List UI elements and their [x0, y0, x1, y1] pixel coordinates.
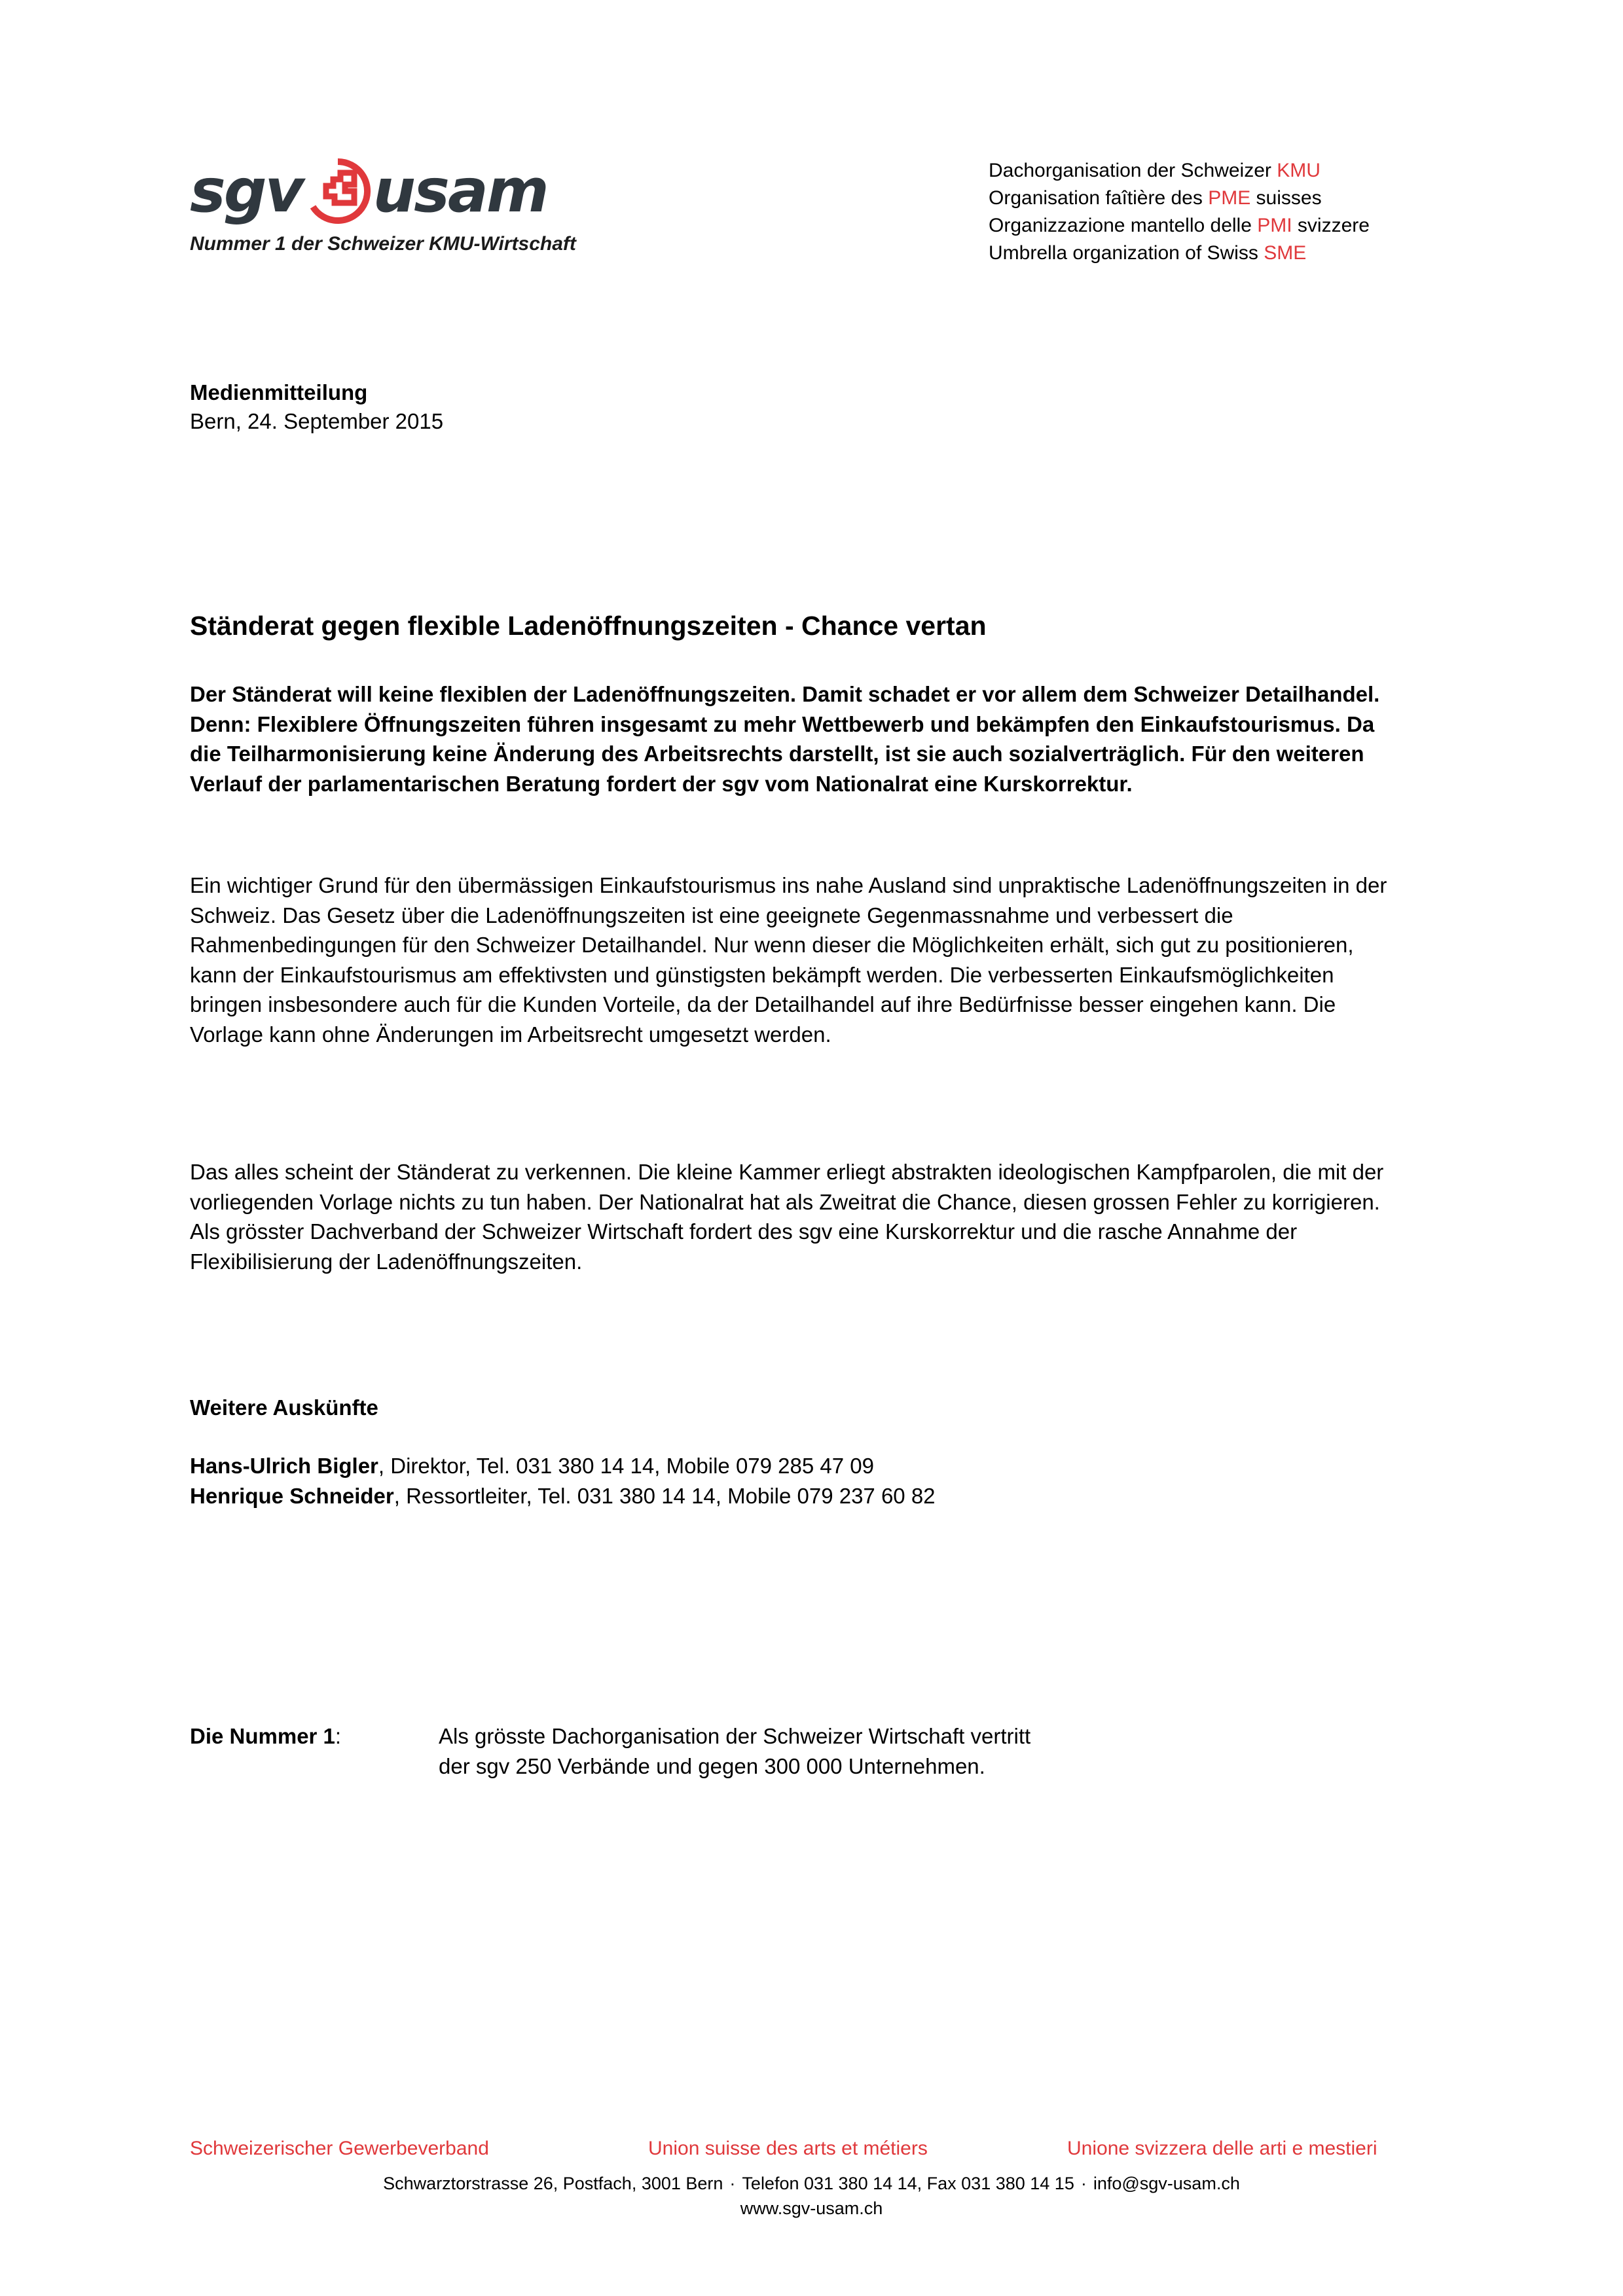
org-line-it: Organizzazione mantello delle PMI svizzere — [989, 215, 1370, 236]
document-header — [0, 0, 1623, 308]
org-accent-pmi: PMI — [1257, 215, 1292, 236]
contact-details: , Ressortleiter, Tel. 031 380 14 14, Mobile 079 237 60 82 — [393, 1483, 936, 1508]
organization-descriptor-list — [989, 157, 1370, 267]
document-footer — [0, 2073, 1623, 2296]
org-accent-kmu: KMU — [1277, 160, 1321, 181]
org-line-en: Umbrella organization of Swiss SME — [989, 242, 1307, 264]
boilerplate-line-2: der sgv 250 Verbände und gegen 300 000 Unternehmen. — [439, 1753, 985, 1778]
footer-contact-line — [0, 2170, 1623, 2197]
org-line-fr: Organisation faîtière des PME suisses — [989, 187, 1322, 209]
footer-website-line — [0, 2195, 1623, 2221]
lead-paragraph: Der Ständerat will keine flexiblen der Ladenöffnungszeiten. Damit schadet er vor allem dem Schweizer Detailhandel. Denn: Flexiblere Öffnungszeiten führen insgesamt zu mehr Wettbewerb und bekämpfen den Einkaufstourismus. Da die Teilharmonisierung keine Änderung des Arbeitsrechts darstellt, ist sie auch sozialverträglich. Für den weiteren Verlauf der parlamentarischen Beratung fordert der sgv vom Nationalrat eine Kurskorrektur. — [190, 682, 1380, 796]
body-paragraph-1: Ein wichtiger Grund für den übermässigen Einkaufstourismus ins nahe Ausland sind unpraktische Ladenöffnungszeiten in der Schweiz. Das Gesetz über die Ladenöffnungszeiten ist eine geeignete Gegenmassnahme und verbessert die Rahmenbedingungen für den Schweizer Detailhandel. Nur wenn dieser die Möglichkeiten erhält, sich gut zu positionieren, kann der Einkaufstourismus am effektivsten und günstigsten bekämpft werden. Die verbesserten Einkaufsmöglichkeiten bringen insbesondere auch für die Kunden Vorteile, da der Detailhandel auf ihre Bedürfnisse besser eingehen kann. Die Vorlage kann ohne Änderungen im Arbeitsrecht umgesetzt werden. — [190, 873, 1387, 1047]
contact-line — [190, 1451, 1237, 1481]
org-accent-pme: PME — [1208, 187, 1251, 209]
body-paragraph-2: Das alles scheint der Ständerat zu verkennen. Die kleine Kammer erliegt abstrakten ideologischen Kampfparolen, die mit der vorliegenden Vorlage nichts zu tun haben. Der Nationalrat hat als Zweitrat die Chance, diesen grossen Fehler zu korrigieren. Als grösster Dachverband der Schweizer Wirtschaft fordert des sgv eine Kurskorrektur und die rasche Annahme der Flexibilisierung der Ladenöffnungszeiten. — [190, 1160, 1384, 1274]
footer-separator: · — [729, 2174, 736, 2193]
sgv-usam-logo — [190, 156, 583, 255]
footer-phone-fax: Telefon 031 380 14 14, Fax 031 380 14 15 — [742, 2174, 1074, 2193]
footer-separator: · — [1080, 2174, 1087, 2193]
org-accent-sme: SME — [1264, 242, 1307, 264]
release-type: Medienmitteilung — [190, 380, 368, 404]
contact-name: Henrique Schneider — [190, 1483, 394, 1508]
footer-postal-address: Schwarztorstrasse 26, Postfach, 3001 Bern — [383, 2174, 723, 2193]
release-place-date: Bern, 24. September 2015 — [190, 409, 444, 433]
logo-tagline: Nummer 1 der Schweizer KMU-Wirtschaft — [190, 233, 576, 255]
contact-list — [190, 1451, 1237, 1511]
footer-email[interactable]: info@sgv-usam.ch — [1093, 2174, 1240, 2193]
further-information-heading: Weitere Auskünfte — [190, 1395, 378, 1420]
contact-line — [190, 1481, 1237, 1511]
page-title: Ständerat gegen flexible Ladenöffnungszeiten - Chance vertan — [190, 611, 987, 641]
logo-wordmark — [190, 156, 583, 226]
footer-name-it: Unione svizzera delle arti e mestieri — [1067, 2138, 1377, 2159]
footer-name-fr: Union suisse des arts et métiers — [648, 2138, 928, 2159]
footer-name-de: Schweizerischer Gewerbeverband — [190, 2138, 489, 2159]
footer-language-names — [190, 2136, 1434, 2162]
boilerplate-line-1: Als grösste Dachorganisation der Schweizer Wirtschaft vertritt — [439, 1724, 1031, 1748]
footer-website[interactable]: www.sgv-usam.ch — [740, 2198, 883, 2218]
boilerplate-text — [439, 1721, 1303, 1781]
logo-text-usam: usam — [373, 156, 547, 226]
logo-text-sgv: sgv — [190, 156, 302, 226]
release-meta — [190, 378, 1106, 436]
contact-details: , Direktor, Tel. 031 380 14 14, Mobile 079 285 47 09 — [378, 1454, 874, 1478]
contact-name: Hans-Ulrich Bigler — [190, 1454, 378, 1478]
boilerplate-section — [190, 1721, 1303, 1781]
swiss-cross-circle-icon — [304, 157, 372, 225]
org-line-de: Dachorganisation der Schweizer KMU — [989, 160, 1321, 181]
further-information-section — [190, 1393, 1237, 1511]
boilerplate-label: Die Nummer 1: — [190, 1724, 342, 1748]
